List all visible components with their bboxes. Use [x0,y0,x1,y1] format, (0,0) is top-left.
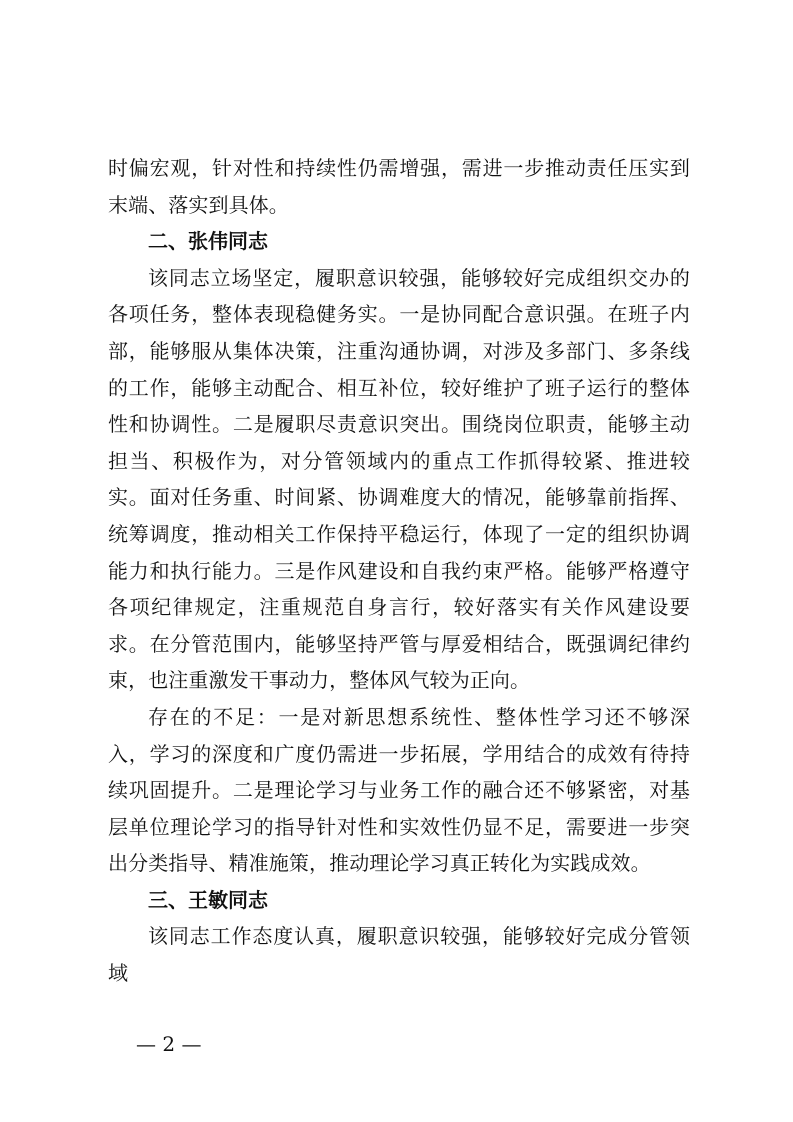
section-heading-wang-min: 三、王敏同志 [148,887,268,912]
paragraph-zhang-wei-shortcomings: 存在的不足：一是对新思想系统性、整体性学习还不够深入，学习的深度和广度仍需进一步拓展，学用结合的成效有待持续巩固提升。二是理论学习与业务工作的融合还不够紧密，对基层单位理论学习的指导针对性和实效性仍显不足，需要进一步突出分类指导、精准施策，推动理论学习真正转化为实践成效。 [108,704,690,876]
paragraph-continuation: 时偏宏观，针对性和持续性仍需增强，需进一步推动责任压实到末端、落实到具体。 [108,156,690,217]
section-heading-zhang-wei: 二、张伟同志 [148,229,268,254]
document-body [108,150,690,992]
paragraph-wang-min-evaluation: 该同志工作态度认真，履职意识较强，能够较好完成分管领域 [108,924,690,986]
page-number: — 2 — [136,1032,202,1056]
paragraph-zhang-wei-evaluation: 该同志立场坚定，履职意识较强，能够较好完成组织交办的各项任务，整体表现稳健务实。一是协同配合意识强。在班子内部，能够服从集体决策，注重沟通协调，对涉及多部门、多条线的工作，能够主动配合、相互补位，较好维护了班子运行的整体性和协调性。二是履职尽责意识突出。围绕岗位职责，能够主动担当、积极作为，对分管领域内的重点工作抓得较紧、推进较实。面对任务重、时间紧、协调难度大的情况，能够靠前指挥、统筹调度，推动相关工作保持平稳运行，体现了一定的组织协调能力和执行能力。三是作风建设和自我约束严格。能够严格遵守各项纪律规定，注重规范自身言行，较好落实有关作风建设要求。在分管范围内，能够坚持严管与厚爱相结合，既强调纪律约束，也注重激发干事动力，整体风气较为正向。 [108,265,690,693]
